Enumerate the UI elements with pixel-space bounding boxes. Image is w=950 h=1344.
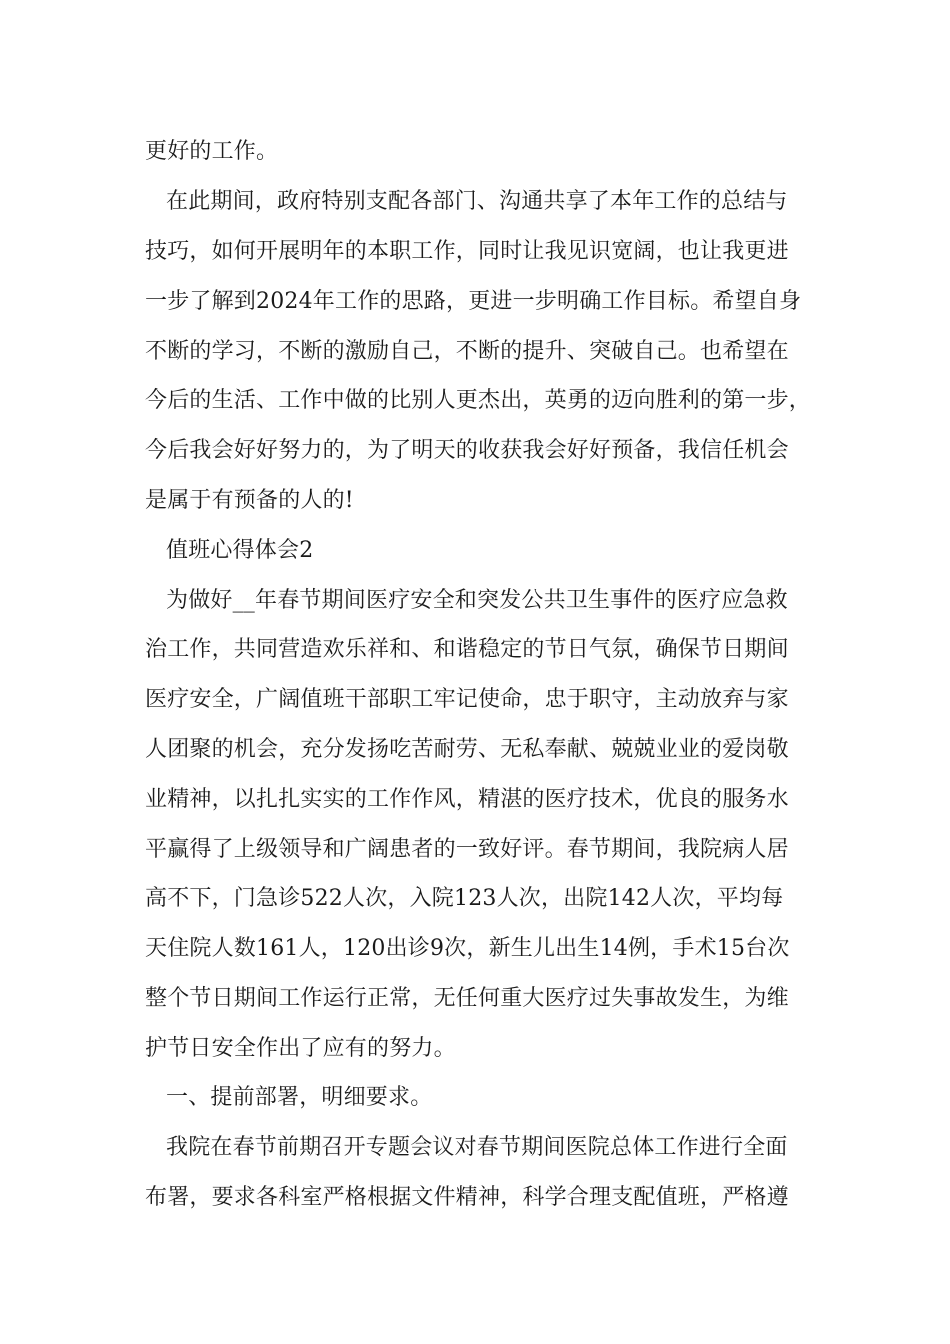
text-line: 业精神，以扎扎实实的工作作风，精湛的医疗技术，优良的服务水 [145, 787, 789, 812]
section-heading: 值班心得体会2 [166, 538, 314, 563]
text-line: 今后我会好好努力的，为了明天的收获我会好好预备，我信任机会 [145, 438, 789, 463]
text-line: 平赢得了上级领导和广阔患者的一致好评。春节期间，我院病人居 [145, 837, 789, 862]
text-line: 技巧，如何开展明年的本职工作，同时让我见识宽阔，也让我更进 [145, 239, 789, 264]
section-heading: 一、提前部署，明细要求。 [166, 1085, 433, 1110]
text-line: 高不下，门急诊522人次，入院123人次，出院142人次，平均每 [145, 886, 784, 911]
text-line: 布署，要求各科室严格根据文件精神，科学合理支配值班，严格遵 [145, 1185, 789, 1210]
text-line: 不断的学习，不断的激励自己，不断的提升、突破自己。也希望在 [145, 339, 789, 364]
text-line: 今后的生活、工作中做的比别人更杰出，英勇的迈向胜利的第一步， [145, 388, 812, 413]
text-line: 治工作，共同营造欢乐祥和、和谐稳定的节日气氛，确保节日期间 [145, 637, 789, 662]
text-line: 一步了解到2024年工作的思路，更进一步明确工作目标。希望自身 [145, 289, 802, 314]
paragraph-first-line: 为做好__年春节期间医疗安全和突发公共卫生事件的医疗应急救 [166, 588, 788, 613]
text-line: 天住院人数161人，120出诊9次，新生儿出生14例，手术15台次 [145, 936, 790, 961]
text-line: 护节日安全作出了应有的努力。 [145, 1036, 456, 1061]
text-line: 人团聚的机会，充分发扬吃苦耐劳、无私奉献、兢兢业业的爱岗敬 [145, 737, 789, 762]
text-line: 更好的工作。 [145, 139, 279, 164]
text-line: 整个节日期间工作运行正常，无任何重大医疗过失事故发生，为维 [145, 986, 789, 1011]
text-line: 是属于有预备的人的! [145, 488, 354, 513]
text-line: 医疗安全，广阔值班干部职工牢记使命，忠于职守，主动放弃与家 [145, 687, 789, 712]
paragraph-first-line: 在此期间，政府特别支配各部门、沟通共享了本年工作的总结与 [166, 189, 788, 214]
paragraph-first-line: 我院在春节前期召开专题会议对春节期间医院总体工作进行全面 [166, 1135, 788, 1160]
